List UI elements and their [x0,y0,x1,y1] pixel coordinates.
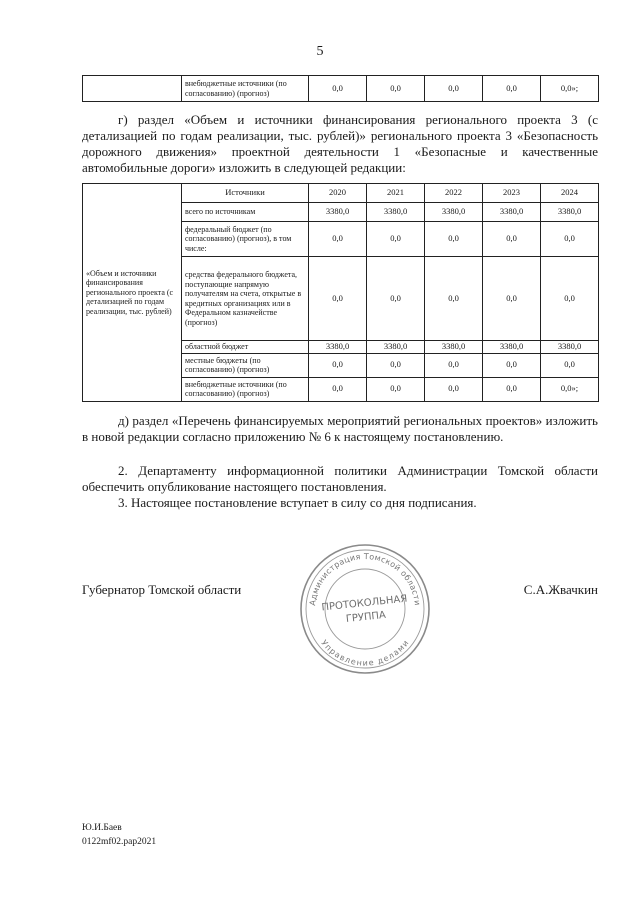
value-cell: 0,0 [367,76,425,102]
value-cell: 0,0 [309,377,367,401]
signatory-title: Губернатор Томской области [82,582,242,597]
seal-line-2: ГРУППА [345,609,387,626]
value-cell: 0,0 [483,222,541,257]
seal-stamp-icon [296,540,434,678]
seal-outer-bottom-text: Управление делами [319,638,411,668]
value-cell: 3380,0 [541,341,599,354]
value-cell: 3380,0 [309,341,367,354]
value-cell: 3380,0 [483,203,541,222]
financing-table [82,183,599,402]
value-cell: 0,0 [425,353,483,377]
value-cell: 0,0 [483,257,541,341]
table-header-row [83,184,599,203]
value-cell: 0,0 [425,377,483,401]
row-label: внебюджетные источники (по согласованию) (прогноз) [182,76,309,102]
value-cell: 0,0»; [541,76,599,102]
seal-line-1: ПРОТОКОЛЬНАЯ [321,593,408,614]
row-label: федеральный бюджет (по согласованию) (прогноз), в том числе: [182,222,309,257]
row-label: местные бюджеты (по согласованию) (прогноз) [182,353,309,377]
seal-outer-top-text: Администрация Томской области [308,551,422,607]
value-cell: 0,0»; [541,377,599,401]
signatory-name: С.А.Жвачкин [523,582,598,597]
svg-text:Управление делами [319,638,410,667]
page-number: 5 [316,44,324,59]
value-cell: 3380,0 [367,203,425,222]
top-table [82,75,599,102]
paragraph-g: г) раздел «Объем и источники финансирования регионального проекта 3 (с детализацией по годам реализации, тыс. рублей)» регионального проекта 3 «Безопасность дорожного движения» проектной деятельности 1 «Безопасные и качественные автомобильные дороги» изложить в следующей редакции: [82,112,598,175]
value-cell: 0,0 [309,257,367,341]
value-cell: 0,0 [425,76,483,102]
value-cell: 3380,0 [367,341,425,354]
row-label: внебюджетные источники (по согласованию) (прогноз) [182,377,309,401]
row-label: средства федерального бюджета, поступающие напрямую получателям на счета, открытые в кредитных организациях или в Федеральном казначействе (прогноз) [182,257,309,341]
year-header: 2022 [425,184,483,203]
row-label: областной бюджет [182,341,309,354]
value-cell: 0,0 [367,353,425,377]
value-cell: 3380,0 [425,341,483,354]
value-cell: 0,0 [367,257,425,341]
year-header: 2023 [483,184,541,203]
row-label: всего по источникам [182,203,309,222]
value-cell: 0,0 [309,353,367,377]
source-header: Источники [182,184,309,203]
row-header: «Объем и источники финансирования регионального проекта (с детализацией по годам реализации, тыс. рублей) [83,184,182,402]
paragraph-3: 3. Настоящее постановление вступает в силу со дня подписания. [118,495,477,510]
value-cell: 0,0 [425,222,483,257]
value-cell: 3380,0 [541,203,599,222]
footer-author: Ю.И.Баев [82,823,122,833]
value-cell: 0,0 [309,76,367,102]
year-header: 2024 [541,184,599,203]
value-cell: 3380,0 [425,203,483,222]
value-cell: 0,0 [541,257,599,341]
value-cell: 0,0 [367,222,425,257]
year-header: 2020 [309,184,367,203]
value-cell: 0,0 [483,377,541,401]
value-cell: 0,0 [541,353,599,377]
value-cell: 0,0 [541,222,599,257]
value-cell: 3380,0 [309,203,367,222]
value-cell: 3380,0 [483,341,541,354]
value-cell: 0,0 [309,222,367,257]
paragraph-d: д) раздел «Перечень финансируемых мероприятий региональных проектов» изложить в новой редакции согласно приложению № 6 к настоящему постановлению. [82,413,598,444]
empty-cell [83,76,182,102]
value-cell: 0,0 [425,257,483,341]
year-header: 2021 [367,184,425,203]
value-cell: 0,0 [483,76,541,102]
paragraph-2: 2. Департаменту информационной политики Администрации Томской области обеспечить опубликование настоящего постановления. [82,463,598,494]
value-cell: 0,0 [483,353,541,377]
table-row [83,76,599,102]
footer-code: 0122mf02.pap2021 [82,837,157,847]
value-cell: 0,0 [367,377,425,401]
